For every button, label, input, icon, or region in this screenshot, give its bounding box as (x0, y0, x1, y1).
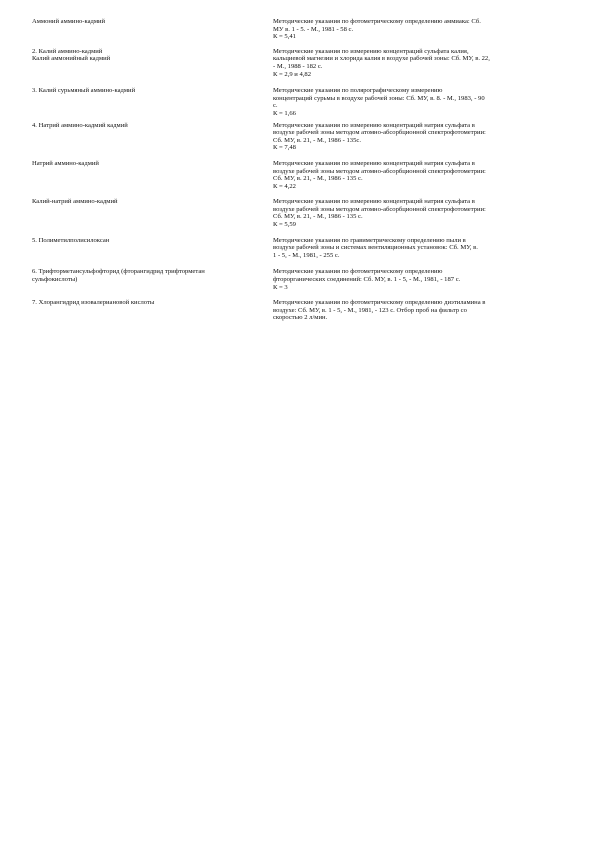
method-text: кальциевой магнезии и хлорида калия в воздухе рабочей зоны: Сб. МУ, в. 22, (273, 55, 490, 63)
method-text: К = 2,9 и 4,82 (273, 70, 312, 78)
method-text: скоростью 2 л/мин. (273, 314, 328, 322)
substance-text: 4. Натрий аммино-кадмий кадмий (32, 121, 128, 129)
substance-text: Натрий аммино-кадмий (32, 159, 99, 167)
method-text: воздухе рабочей зоны методом атомно-абсорбционной спектрофотометрии: (273, 205, 486, 213)
method-text: К = 7,48 (273, 144, 296, 152)
substance-cell (32, 198, 273, 228)
method-text: воздухе рабочей зоны и системах вентиляционных установок: Сб. МУ, в. (273, 244, 478, 252)
method-cell (273, 122, 565, 152)
table-row (32, 268, 572, 291)
method-text: воздухе: Сб. МУ, в. 1 - 5, - М., 1981, - 123 с. Отбор проб на фильтр со (273, 306, 467, 314)
method-text: с. (273, 102, 278, 110)
substance-cell (32, 299, 273, 322)
method-cell (273, 198, 565, 228)
method-text: фторорганических соединений: Сб. МУ, в. 1 - 5, - М., 1981, - 187 с. (273, 276, 461, 284)
table-row (32, 87, 572, 117)
method-cell (273, 87, 565, 117)
method-text: воздухе рабочей зоны методом атомно-абсорбционной спектрофотометрии: (273, 129, 486, 137)
method-text: К = 5,59 (273, 221, 296, 229)
substance-text: сульфокислоты) (32, 276, 78, 284)
method-text: К = 4,22 (273, 182, 296, 190)
method-cell (273, 237, 565, 260)
method-text: К = 3 (273, 283, 288, 291)
method-text: - М., 1988 - 182 с. (273, 62, 323, 70)
table-row (32, 198, 572, 228)
method-text: воздухе рабочей зоны методом атомно-абсорбционной спектрофотометрии: (273, 167, 486, 175)
substance-text: 5. Полиметилполисилоксан (32, 236, 110, 244)
method-text: Методические указания по гравиметрическому определению пыли в (273, 236, 466, 244)
substance-cell (32, 87, 273, 117)
method-text: Методические указания по фотометрическому определению (273, 268, 443, 276)
method-text: К = 1,66 (273, 109, 296, 117)
method-text: К = 5,41 (273, 33, 296, 41)
substance-cell (32, 237, 273, 260)
method-text: Методические указания по фотометрическому определению диэтиламина в (273, 299, 486, 307)
substance-text: 3. Калий сурьмяный аммино-кадмий (32, 87, 136, 95)
table-row (32, 122, 572, 152)
method-cell (273, 18, 565, 41)
method-cell (273, 160, 565, 190)
table-row (32, 299, 572, 322)
table-row (32, 48, 572, 78)
method-cell (273, 48, 565, 78)
method-text: Методические указания по измерению концентраций сульфата калия, (273, 47, 469, 55)
substance-cell (32, 268, 273, 291)
method-text: Сб. МУ, в. 21, - М., 1986 - 135с. (273, 136, 361, 144)
substance-text: 6. Трифторметансульфофторид (фторангидрид трифторметан (32, 268, 205, 276)
substance-cell (32, 160, 273, 190)
method-text: МУ в. 1 - 5. - М., 1981 - 58 с. (273, 25, 354, 33)
method-cell (273, 268, 565, 291)
table-row (32, 18, 572, 41)
method-text: Методические указания по измерению концентраций натрия сульфата в (273, 121, 475, 129)
substance-cell (32, 48, 273, 78)
substance-text: 2. Калий аммино-кадмий (32, 47, 103, 55)
method-text: Сб. МУ, в. 21, - М., 1986 - 135 с. (273, 213, 363, 221)
table-row (32, 160, 572, 190)
substance-cell (32, 122, 273, 152)
method-text: Сб. МУ, в. 21, - М., 1986 - 135 с. (273, 175, 363, 183)
substance-cell (32, 18, 273, 41)
method-text: Методические указания по измерению концентраций натрия сульфата в (273, 159, 475, 167)
substance-text: Аммоний аммино-кадмий (32, 18, 106, 25)
method-text: 1 - 5, - М., 1981, - 255 с. (273, 251, 340, 259)
method-text: Методические указания по полярографическому измерению (273, 87, 443, 95)
substance-text: Калий аммонийный кадмий (32, 55, 111, 63)
method-text: Методические указания по фотометрическому определению аммиака: Сб. (273, 18, 481, 25)
methods-table (32, 18, 572, 328)
method-text: Методические указания по измерению концентраций натрия сульфата в (273, 198, 475, 206)
substance-text: 7. Хлорангидрид изовалериановой кислоты (32, 299, 155, 307)
table-row (32, 237, 572, 260)
method-cell (273, 299, 565, 322)
method-text: концентраций сурьмы в воздухе рабочей зоны: Сб. МУ, в. 8. - М., 1983, - 90 (273, 94, 485, 102)
substance-text: Калий-натрий аммино-кадмий (32, 198, 118, 206)
